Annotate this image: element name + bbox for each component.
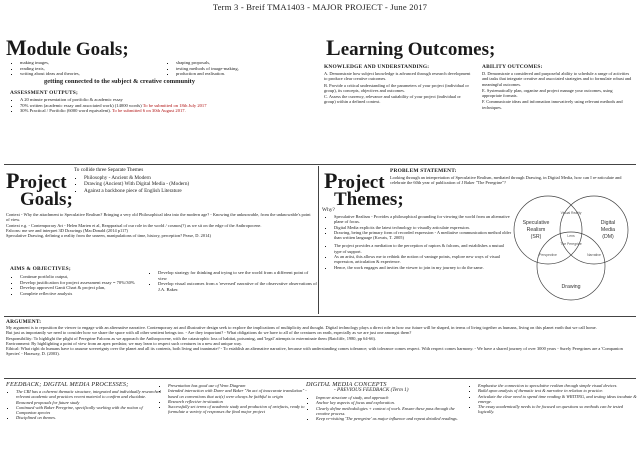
module-goals-col2 (168, 60, 316, 77)
ability-outcomes-list (482, 71, 632, 110)
ability-outcomes-title: ABILITY OUTCOMES: (482, 64, 543, 70)
list-item: ▪ testing methods of image-making, (176, 66, 316, 72)
list-item: ▪ Research reflective in-situation (168, 399, 308, 404)
aims-objectives-title: AIMS & OBJECTIVES; (10, 266, 71, 272)
feedback-title: FEEDBACK; DIGITAL MEDIA PROCESSES; (6, 381, 129, 388)
venn-label-dm-3: (DM) (602, 234, 614, 240)
argument-line: Ethical: What right do humans have to assume sovereignty over the planet and all its contents, both living and inanimate? - To establish an alternative narrative, because with understanding comes tolerance; with tolerance comes respect. With respect comes harmony. - We have a shared journey of over 3000 years - Surely Peregrines are a 'Companion Species' - Haraway, D. (2003). (6, 346, 623, 357)
getting-connected-line: getting connected to the subject & creative community (44, 78, 195, 85)
venn-label-sr: Speculative (522, 220, 550, 226)
knowledge-understanding-list (324, 71, 472, 105)
venn-label-sr-2: Realism (526, 227, 546, 233)
argument-line: Responsibility: To highlight the plight of Peregrine Falcons as we approach the Anthropocene, with the catastrophic loss of habitat, poisoning, and 'legal' attempts to exterminate them (Ratcliffe, 1980, pp 64-66). (6, 335, 376, 341)
list-item: ▪ writing about ideas and theories, (20, 71, 115, 77)
project-goals-heading (6, 168, 73, 210)
list-item: A. Demonstrate how subject knowledge is advanced through research development to produce clear creative outcomes. (324, 71, 471, 82)
project-goals-context (6, 212, 314, 238)
list-item: ▪ Drawing, being the primary form of recorded expression - A mediative communication method older than written language (Kovats, T. 2005) (334, 230, 512, 241)
list-item: ▪ Successfully set terms of academic study and production of artefacts, ready to formulate a variety of responses the final major project (168, 404, 308, 415)
context-line: Speculative Drawing, defining a reality from the unseen, manipulations of time, history, perception? Pease, D. 2014) (6, 233, 211, 239)
argument-line: But just as importantly we need to consider how we share the space with all other sentient beings too. - Are they important? - What obligations do we have to all of the creatures on earth, especially as we are just one amongst them? (6, 330, 412, 336)
aims-right-list (150, 270, 318, 292)
submit-date-2: To be submitted 6 on 30th August 2017. (112, 108, 186, 114)
divider (4, 316, 636, 317)
list-item: ▪ Against a backbone piece of English Literature (84, 188, 294, 194)
list-item: ▪ Develop approved Gantt Chart & project plan, (20, 285, 138, 291)
why-label: Why? (322, 207, 335, 213)
list-item: ▪ Develop justification for project assessment essay = 70%/30% (20, 280, 138, 286)
list-item: ▪ Complete reflective analysis (20, 291, 138, 297)
list-item: D. Demonstrate a considered and purposeful ability to schedule a range of activities and tasks that integrate creative and associated strategies and to formulate robust and meaningful outcomes. (482, 71, 632, 87)
list-item: ▪ Continue portfolio output, (20, 274, 138, 280)
argument-title: ARGUMENT: (6, 319, 42, 325)
list-item: ▪ Speculative Realism - Provides a philosophical grounding for viewing the world from an alternative plane of focus. (334, 214, 512, 225)
divider (318, 166, 319, 314)
project-themes-title-2: Themes; (334, 189, 404, 210)
list-item: ▪ Drawing (Ancient) With Digital Media - (Modern) (84, 181, 294, 187)
venn-overlap-vr: Virtual Reality (560, 211, 582, 215)
divider (4, 164, 636, 165)
list-item: ▪ Anchor key aspects of focus and exploration. (316, 400, 466, 405)
list-item: ▪ production and realisation. (176, 71, 316, 77)
dm-concepts-subtitle: - PREVIOUS FEEDBACK (Term 1) (334, 387, 409, 393)
list-item: ▪ Intended interaction with Durer and Baker "An act of inaccurate translation" - based on conventions that act(s) were always be faithful to origin (168, 388, 308, 399)
list-item: ▪ Articulate the clear need to spend time reading & WRITING, and testing ideas incubate & emerge. (478, 394, 640, 405)
list-item: ▪ Continued with Baker Peregrine, specifically working with the notion of Companion species (16, 405, 164, 416)
list-item: ▪ Develop visual outcomes from a 'reversed' narrative of the observative observations of J.A. Baker. (158, 281, 318, 292)
list-item: E. Systematically plan, organise and project manage your outcomes, using appropriate formats. (482, 87, 613, 99)
venn-overlap-narrative: Narrative (587, 253, 601, 257)
list-item: ▪ Keep re-visiting 'The peregrine' as major influence and repeat detailed readings. (316, 416, 466, 421)
project-goals-themes (76, 175, 294, 194)
list-item: ▪ making images, (20, 60, 115, 66)
list-item: ▪ Emphasise the connection to speculative realism through simple visual devices. (478, 383, 640, 388)
list-item: ▪ shaping proposals, (176, 60, 316, 66)
argument-line: Environment: By highlighting a point of view from an apex predator, we may learn to respect such creatures in a new and unique way. (6, 340, 242, 346)
submit-date-1: To be submitted on 18th July 2017 (142, 102, 207, 108)
learning-outcomes-initial: L (326, 35, 341, 60)
argument-text (6, 325, 634, 357)
list-item: ▪ Hence, the work engages and invites the viewer to join in my journey to do the same. (334, 265, 512, 270)
list-item: ▪ Philosophy - Ancient & Modern (84, 175, 294, 181)
assessment-outputs-title: ASSESSMENT OUTPUTS; (10, 90, 78, 96)
list-item: F. Communicate ideas and information innovatively using relevant methods and techniques. (482, 99, 623, 110)
learning-outcomes-heading (326, 35, 496, 60)
list-item: ▪ A 20 minute presentation of portfolio & academic essay (20, 97, 320, 103)
list-item: ▪ Develop strategy for thinking and trying to see the world from a different point of view (158, 270, 318, 281)
module-goals-title: odule Goals; (26, 39, 129, 60)
context-line: Context - Why the attachment to Speculative Realism? Bringing a very old Philosophical idea into the modern age? - Knowing the unknowable, from the unknowable's point of view. (6, 212, 311, 223)
venn-diagram (506, 190, 636, 306)
dm-concepts-right-list (470, 383, 640, 415)
list-item: ▪ The project provides a mediation to the perception of raptors & falcons, and establishes a mutual type of support. (334, 243, 512, 254)
venn-label-sr-3: (SR) (530, 234, 542, 240)
venn-label-drawing: Drawing (561, 284, 581, 290)
project-goals-title-1: roject (19, 172, 67, 193)
assessment-outputs-list (12, 97, 320, 114)
context-line: Falcons: me see and interpret 3D Drawings (MacDonald (2014 p117) (6, 227, 128, 233)
problem-statement-title: PROBLEM STATEMENT: (390, 168, 457, 174)
knowledge-understanding-title: KNOWLEDGE AND UNDERSTANDING: (324, 64, 430, 70)
project-goals-title-2: Goals; (20, 189, 73, 210)
list-item: ▪ Improve structure of study, and approach (316, 395, 466, 400)
list-item: ▪ Disciplined on themes. (16, 415, 164, 420)
venn-label-dm: Digital (600, 220, 616, 226)
module-goals-col1 (12, 60, 115, 77)
list-item: ▪ Clearly define methodologies + context of work. Ensure these pass through the creative process. (316, 406, 466, 417)
list-item: ▪ reading texts, (20, 66, 115, 72)
list-item: ▪ 30% Practical / Portfolio (6000 word equivalent). To be submitted 6 on 30th August 2017. (20, 108, 320, 114)
divider (4, 378, 636, 379)
context-line: Context e.g. - Contemporary Art - Helen Marten et al, Reappraisal of our role in the world / cosmos(?) as we sit on the edge of the Anthropocene. (6, 222, 262, 228)
list-item: ▪ Presentation has good use of Venn Diagram (168, 383, 308, 388)
feedback-col2 (160, 383, 308, 415)
module-goals-heading (6, 35, 129, 60)
page-title: Term 3 - Breif TMA1403 - MAJOR PROJECT - June 2017 (212, 2, 428, 12)
venn-label-dm-2: Media (600, 227, 616, 233)
list-item: B. Provide a critical understanding of the parameters of your project (individual or group), its concepts, objectives and outcomes. (324, 82, 469, 93)
project-goals-intro: To collide three Separate Themes (74, 167, 144, 173)
list-item: ▪ Build upon analysis of thematic text & narrative in relation to practice. (478, 388, 640, 393)
project-themes-list (326, 214, 512, 270)
list-item: ▪ 70% written (academic essay and associated work) (14000 words) To be submitted on 18th July 2017 (20, 103, 320, 109)
list-item: ▪ The essay academically needs to be focused on questions so methods can be tested logically. (478, 404, 640, 415)
venn-overlap-perspective: Perspective (539, 253, 557, 257)
list-item: ▪ The CRI has a coherent thematic structure, integrated and individually researched relevant academic and practices recent material to confirm and elucidate. Reasoned proposals for future study (16, 389, 164, 405)
venn-overlap-peregrine: The Peregrine (560, 242, 582, 246)
venn-overlap-lens: Lens (567, 234, 575, 238)
argument-line: My argument is to reposition the viewer to engage with an alternative narrative. Contemporary art and illustrative design seek to explore the implications of multiplicity and thought. Digital technology plays a direct role in how our future will be shaped, in terms of living together as humans, living on this planet earth that we call home. (6, 325, 597, 330)
project-themes-title-1: roject (337, 172, 385, 193)
learning-outcomes-title: earning Outcomes; (340, 39, 496, 60)
project-themes-initial: P (324, 168, 338, 193)
problem-statement-text: Looking through an interpretation of Speculative Realism, mediated through Drawing, in Digital Media, how can I re-articulate and celebrate the 60th year of publication of J Baker "The Peregrine"? (390, 175, 622, 186)
feedback-col1 (8, 389, 164, 421)
list-item: ▪ As an artist, this allows me to rethink the notion of vantage points, explore new ways of visual expression, articulation & experience. (334, 254, 512, 265)
list-item: ▪ Digital Media explicits the latest technology to visually articulate expression. (334, 225, 512, 230)
module-goals-initial: M (6, 35, 27, 60)
list-item: C. Assess the currency, relevance and suitability of your project (individual or group) within a defined context. (324, 94, 461, 105)
aims-left-list (12, 274, 138, 296)
dm-concepts-list (308, 395, 466, 421)
project-goals-initial: P (6, 168, 20, 193)
dm-concepts-title: DIGITAL MEDIA CONCEPTS (306, 381, 387, 388)
